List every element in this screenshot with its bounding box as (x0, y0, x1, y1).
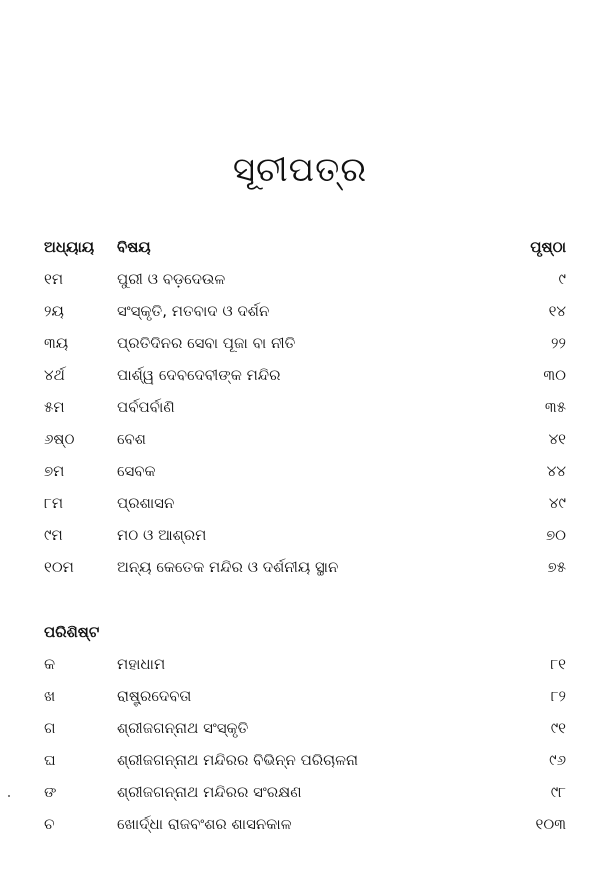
appendix-letter: ଚ (44, 815, 55, 833)
chapter-topic: ସଂସ୍କୃତି, ମତବାଦ ଓ ଦର୍ଶନ (117, 302, 270, 320)
chapter-topic: ପ୍ରତିଦିନର ସେବା ପୂଜା ବା ନୀତି (117, 334, 296, 352)
appendix-letter: ଖ (44, 687, 56, 705)
chapter-page: ୩୫ (544, 398, 566, 416)
chapter-page: ୪୯ (548, 494, 566, 512)
chapter-page: ୩୦ (543, 366, 566, 384)
chapter-topic: ଅନ୍ୟ କେତେକ ମନ୍ଦିର ଓ ଦର୍ଶନୀୟ ସ୍ଥାନ (117, 558, 339, 576)
chapter-number: ୧୦ମ (44, 558, 74, 576)
appendix-row (0, 650, 600, 678)
appendix-page: ୮୨ (550, 687, 566, 705)
appendix-heading (0, 618, 600, 646)
chapter-page: ୪୪ (546, 462, 566, 480)
appendix-topic: ମହାଧାମ (117, 655, 166, 673)
appendix-heading-label: ପରିଶିଷ୍ଟ (44, 623, 100, 641)
appendix-page: ୧୦୩ (535, 815, 566, 833)
page-column-header: ପୃଷ୍ଠା (530, 238, 566, 256)
appendix-row (0, 778, 600, 806)
chapter-page: ୯ (558, 270, 566, 288)
chapter-column-header: ଅଧ୍ୟାୟ (44, 238, 95, 256)
page-title: ସୂଚୀପତ୍ର (232, 150, 368, 190)
chapter-row (0, 457, 600, 485)
chapter-number: ୧ମ (44, 270, 64, 288)
appendix-topic: ଶ୍ରୀଜଗନ୍ନାଥ ମନ୍ଦିରର ବିଭିନ୍ନ ପରିଚାଳନା (117, 751, 359, 769)
chapter-row (0, 489, 600, 517)
appendix-row (0, 746, 600, 774)
chapter-topic: ପୁରୀ ଓ ବଡ଼ଦେଉଳ (117, 270, 226, 288)
table-header (0, 233, 600, 261)
chapter-number: ୭ମ (44, 462, 65, 480)
chapter-row (0, 329, 600, 357)
appendix-topic: ଶ୍ରୀଜଗନ୍ନାଥ ସଂସ୍କୃତି (117, 719, 249, 737)
chapter-row (0, 553, 600, 581)
appendix-page: ୯୬ (549, 751, 566, 769)
chapter-topic: ବେଶ (117, 430, 146, 448)
chapter-row (0, 361, 600, 389)
chapter-topic: ପର୍ବପର୍ବାଣି (117, 398, 175, 416)
chapter-topic: ମଠ ଓ ଆଶ୍ରମ (117, 526, 207, 544)
appendix-letter: ଘ (44, 751, 56, 769)
appendix-letter: ଗ (44, 719, 56, 737)
chapter-row (0, 521, 600, 549)
chapter-number: ୬ଷ୍ଠ (44, 430, 75, 448)
chapter-topic: ପ୍ରଶାସନ (117, 494, 175, 512)
chapter-page: ୭୫ (547, 558, 566, 576)
appendix-page: ୯୮ (550, 783, 566, 801)
chapter-row (0, 265, 600, 293)
chapter-number: ୩ୟ (44, 334, 69, 352)
chapter-topic: ସେବକ (117, 462, 156, 480)
chapter-page: ୪୧ (548, 430, 566, 448)
appendix-topic: ଖୋର୍ଦ୍ଧା ରାଜବଂଶର ଶାସନକାଳ (117, 815, 292, 833)
chapter-number: ୮ମ (44, 494, 64, 512)
appendix-row (0, 714, 600, 742)
chapter-page: ୨୨ (551, 334, 566, 352)
appendix-page: ୯୧ (550, 719, 566, 737)
appendix-row (0, 682, 600, 710)
chapter-page: ୭୦ (545, 526, 566, 544)
chapter-number: ୨ୟ (44, 302, 64, 320)
appendix-topic: ରାଷ୍ଟ୍ରଦେବତା (117, 687, 192, 705)
chapter-page: ୧୪ (548, 302, 566, 320)
appendix-row (0, 810, 600, 838)
chapter-number: ୯ମ (44, 526, 63, 544)
appendix-page: ୮୧ (550, 655, 566, 673)
subject-column-header: ବିଷୟ (117, 238, 151, 256)
appendix-letter: ଙ (44, 783, 57, 801)
chapter-row (0, 393, 600, 421)
chapter-topic: ପାର୍ଶ୍ୱ ଦେବଦେବୀଙ୍କ ମନ୍ଦିର (117, 366, 281, 384)
scan-speck (8, 795, 10, 797)
chapter-number: ୫ମ (44, 398, 65, 416)
chapter-row (0, 297, 600, 325)
appendix-letter: କ (44, 655, 56, 673)
chapter-row (0, 425, 600, 453)
chapter-number: ୪ର୍ଥ (44, 366, 65, 384)
appendix-topic: ଶ୍ରୀଜଗନ୍ନାଥ ମନ୍ଦିରର ସଂରକ୍ଷଣ (117, 783, 302, 801)
